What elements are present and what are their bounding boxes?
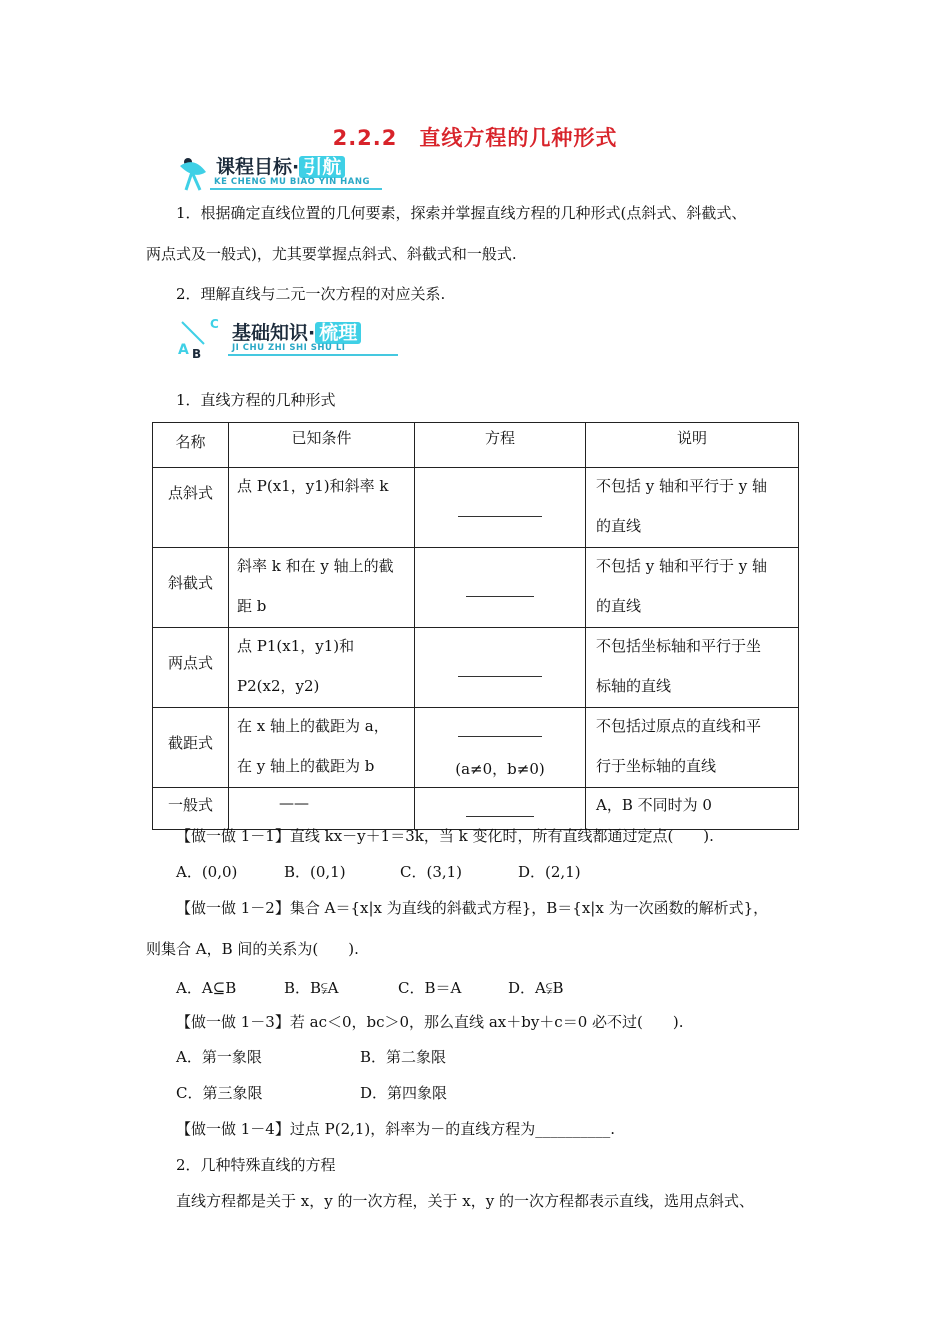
row-condition: ——: [229, 788, 415, 830]
option-a[interactable]: A．第一象限: [176, 1048, 262, 1066]
row-equation-blank[interactable]: [415, 628, 586, 708]
goal-1-line-2: 两点式及一般式)，尤其要掌握点斜式、斜截式和一般式.: [146, 245, 517, 263]
option-c[interactable]: C．B＝A: [398, 979, 462, 997]
page-title: 2.2.2 直线方程的几种形式: [332, 126, 618, 150]
banner-subtitle: KE CHENG MU BIAO YIN HANG: [214, 177, 370, 187]
banner-underline: [228, 354, 398, 356]
table-row: [153, 788, 799, 830]
option-c[interactable]: C．(3,1): [400, 863, 463, 881]
question-1-1-stem: 【做一做 1－1】直线 kx－y＋1＝3k，当 k 变化时，所有直线都通过定点( ).: [176, 827, 714, 845]
abc-blocks-icon: [176, 316, 220, 360]
table-row: [153, 708, 799, 788]
section-1-heading: 1．直线方程的几种形式: [176, 391, 336, 409]
question-1-1-options: [176, 862, 841, 882]
option-a[interactable]: A．A⊆B: [176, 979, 237, 997]
row-note: 不包括坐标轴和平行于坐 标轴的直线: [586, 628, 799, 708]
svg-text:C: C: [210, 317, 219, 331]
table-row: [153, 628, 799, 708]
question-1-2-stem-line-2: 则集合 A，B 间的关系为( ).: [146, 940, 359, 958]
option-b[interactable]: B．B⫋A: [284, 979, 339, 997]
row-note: 不包括过原点的直线和平 行于坐标轴的直线: [586, 708, 799, 788]
goal-2: 2．理解直线与二元一次方程的对应关系.: [176, 285, 446, 303]
row-note: A，B 不同时为 0: [586, 788, 799, 830]
option-b[interactable]: B．(0,1): [284, 863, 346, 881]
banner-underline: [210, 188, 382, 190]
question-1-3-options-row-1: [176, 1047, 841, 1067]
option-d[interactable]: D．A⫋B: [508, 979, 564, 997]
row-equation-blank[interactable]: (a≠0，b≠0): [415, 708, 586, 788]
svg-text:A: A: [178, 342, 189, 358]
question-1-4-stem: 【做一做 1－4】过点 P(2,1)，斜率为－的直线方程为__________.: [176, 1120, 616, 1138]
table-row: [153, 548, 799, 628]
row-condition: 点 P(x1，y1)和斜率 k: [229, 468, 415, 548]
banner-subtitle: JI CHU ZHI SHI SHU LI: [232, 343, 346, 353]
header-name: 名称: [153, 423, 229, 468]
option-b[interactable]: B．第二象限: [360, 1048, 447, 1066]
row-condition: 斜率 k 和在 y 轴上的截 距 b: [229, 548, 415, 628]
option-d[interactable]: D．第四象限: [360, 1084, 448, 1102]
row-name: 斜截式: [153, 548, 229, 628]
option-d[interactable]: D．(2,1): [518, 863, 581, 881]
option-a[interactable]: A．(0,0): [176, 863, 238, 881]
question-1-2-stem-line-1: 【做一做 1－2】集合 A＝{x|x 为直线的斜截式方程}，B＝{x|x 为一次函数的解析式}，: [176, 899, 769, 917]
line-equation-forms-table: [152, 422, 799, 830]
banner-title: 课程目标· 引航: [216, 152, 345, 179]
header-equation: 方程: [415, 423, 586, 468]
svg-text:B: B: [192, 347, 202, 360]
row-note: 不包括 y 轴和平行于 y 轴 的直线: [586, 468, 799, 548]
row-condition: 点 P1(x1，y1)和 P2(x2，y2): [229, 628, 415, 708]
banner-basic-knowledge: [176, 316, 401, 360]
row-equation-blank[interactable]: [415, 548, 586, 628]
row-name: 一般式: [153, 788, 229, 830]
header-condition: 已知条件: [229, 423, 415, 468]
question-1-3-stem: 【做一做 1－3】若 ac＜0，bc＞0，那么直线 ax＋by＋c＝0 必不过( ).: [176, 1013, 684, 1031]
row-equation-blank[interactable]: [415, 468, 586, 548]
table-header-row: [153, 423, 799, 468]
row-note: 不包括 y 轴和平行于 y 轴 的直线: [586, 548, 799, 628]
row-condition: 在 x 轴上的截距为 a， 在 y 轴上的截距为 b: [229, 708, 415, 788]
banner-course-goals: [176, 150, 386, 194]
header-note: 说明: [586, 423, 799, 468]
banner-title: 基础知识· 梳理: [232, 318, 361, 345]
row-name: 截距式: [153, 708, 229, 788]
row-name: 两点式: [153, 628, 229, 708]
goal-1-line-1: 1．根据确定直线位置的几何要素，探索并掌握直线方程的几种形式(点斜式、斜截式、: [176, 204, 747, 222]
row-name: 点斜式: [153, 468, 229, 548]
option-c[interactable]: C．第三象限: [176, 1084, 263, 1102]
question-1-2-options: [176, 978, 841, 998]
section-2-heading: 2．几种特殊直线的方程: [176, 1156, 336, 1174]
question-1-3-options-row-2: [176, 1083, 841, 1103]
table-row: [153, 468, 799, 548]
section-2-text: 直线方程都是关于 x，y 的一次方程，关于 x，y 的一次方程都表示直线，选用点斜式、: [176, 1192, 754, 1210]
row-equation-blank[interactable]: [415, 788, 586, 830]
